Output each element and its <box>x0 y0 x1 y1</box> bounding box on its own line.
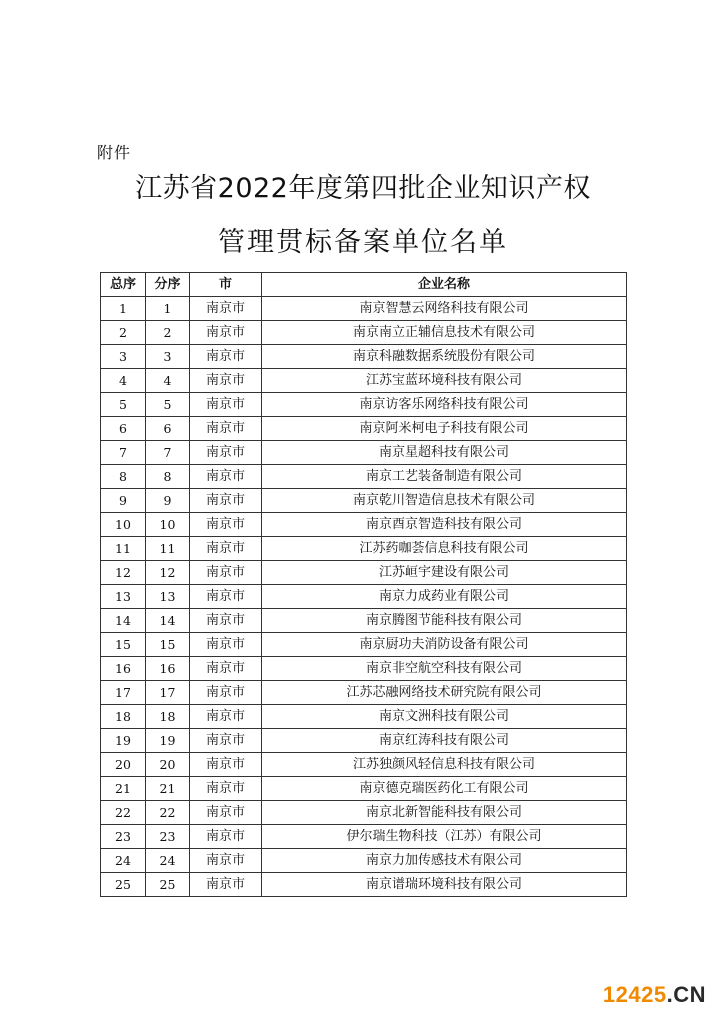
cell-company-name: 南京力加传感技术有限公司 <box>262 849 627 873</box>
cell-company-name: 南京厨功夫消防设备有限公司 <box>262 633 627 657</box>
cell-total-seq: 16 <box>101 657 146 681</box>
cell-company-name: 南京阿米柯电子科技有限公司 <box>262 417 627 441</box>
cell-company-name: 江苏峘宇建设有限公司 <box>262 561 627 585</box>
table-row <box>101 609 627 633</box>
cell-company-name: 南京智慧云网络科技有限公司 <box>262 297 627 321</box>
cell-city: 南京市 <box>190 729 262 753</box>
cell-company-name: 南京力成药业有限公司 <box>262 585 627 609</box>
cell-company-name: 南京工艺装备制造有限公司 <box>262 465 627 489</box>
cell-total-seq: 5 <box>101 393 146 417</box>
table-row <box>101 633 627 657</box>
cell-sub-seq: 19 <box>146 729 190 753</box>
cell-sub-seq: 21 <box>146 777 190 801</box>
table-row <box>101 393 627 417</box>
cell-total-seq: 2 <box>101 321 146 345</box>
site-watermark <box>603 982 706 1008</box>
table-row <box>101 345 627 369</box>
table-body <box>101 297 627 897</box>
cell-company-name: 伊尔瑞生物科技（江苏）有限公司 <box>262 825 627 849</box>
cell-company-name: 南京北新智能科技有限公司 <box>262 801 627 825</box>
cell-total-seq: 11 <box>101 537 146 561</box>
cell-sub-seq: 13 <box>146 585 190 609</box>
cell-city: 南京市 <box>190 609 262 633</box>
cell-company-name: 南京酉京智造科技有限公司 <box>262 513 627 537</box>
cell-sub-seq: 22 <box>146 801 190 825</box>
cell-sub-seq: 2 <box>146 321 190 345</box>
cell-sub-seq: 1 <box>146 297 190 321</box>
cell-total-seq: 10 <box>101 513 146 537</box>
cell-total-seq: 9 <box>101 489 146 513</box>
header-sub-seq: 分序 <box>146 273 190 297</box>
cell-sub-seq: 8 <box>146 465 190 489</box>
table-row <box>101 777 627 801</box>
cell-city: 南京市 <box>190 561 262 585</box>
cell-city: 南京市 <box>190 801 262 825</box>
cell-total-seq: 7 <box>101 441 146 465</box>
cell-company-name: 南京德克瑞医药化工有限公司 <box>262 777 627 801</box>
cell-city: 南京市 <box>190 441 262 465</box>
cell-city: 南京市 <box>190 489 262 513</box>
cell-total-seq: 1 <box>101 297 146 321</box>
table-row <box>101 297 627 321</box>
cell-sub-seq: 15 <box>146 633 190 657</box>
cell-total-seq: 20 <box>101 753 146 777</box>
cell-company-name: 南京文洲科技有限公司 <box>262 705 627 729</box>
cell-total-seq: 6 <box>101 417 146 441</box>
cell-sub-seq: 17 <box>146 681 190 705</box>
cell-sub-seq: 3 <box>146 345 190 369</box>
table-row <box>101 681 627 705</box>
cell-city: 南京市 <box>190 321 262 345</box>
company-roster-table <box>100 272 627 897</box>
table-row <box>101 753 627 777</box>
cell-company-name: 南京访客乐网络科技有限公司 <box>262 393 627 417</box>
document-title-line1: 江苏省2022年度第四批企业知识产权 <box>135 173 591 204</box>
cell-total-seq: 3 <box>101 345 146 369</box>
cell-total-seq: 4 <box>101 369 146 393</box>
cell-total-seq: 19 <box>101 729 146 753</box>
attachment-label: 附件 <box>97 143 132 162</box>
cell-company-name: 南京科融数据系统股份有限公司 <box>262 345 627 369</box>
table-row <box>101 729 627 753</box>
cell-sub-seq: 5 <box>146 393 190 417</box>
cell-sub-seq: 23 <box>146 825 190 849</box>
cell-company-name: 南京红涛科技有限公司 <box>262 729 627 753</box>
cell-sub-seq: 7 <box>146 441 190 465</box>
header-total-seq: 总序 <box>101 273 146 297</box>
header-city: 市 <box>190 273 262 297</box>
cell-city: 南京市 <box>190 753 262 777</box>
cell-city: 南京市 <box>190 369 262 393</box>
cell-city: 南京市 <box>190 297 262 321</box>
table-row <box>101 441 627 465</box>
watermark-domain: .CN <box>666 982 706 1007</box>
table-row <box>101 561 627 585</box>
cell-city: 南京市 <box>190 705 262 729</box>
header-company-name: 企业名称 <box>262 273 627 297</box>
cell-total-seq: 12 <box>101 561 146 585</box>
cell-total-seq: 15 <box>101 633 146 657</box>
cell-city: 南京市 <box>190 513 262 537</box>
cell-sub-seq: 16 <box>146 657 190 681</box>
cell-city: 南京市 <box>190 825 262 849</box>
cell-city: 南京市 <box>190 849 262 873</box>
cell-company-name: 南京星超科技有限公司 <box>262 441 627 465</box>
cell-sub-seq: 4 <box>146 369 190 393</box>
cell-city: 南京市 <box>190 657 262 681</box>
table-row <box>101 585 627 609</box>
cell-company-name: 江苏独颜风轻信息科技有限公司 <box>262 753 627 777</box>
cell-sub-seq: 9 <box>146 489 190 513</box>
cell-city: 南京市 <box>190 345 262 369</box>
cell-total-seq: 17 <box>101 681 146 705</box>
cell-total-seq: 8 <box>101 465 146 489</box>
cell-sub-seq: 10 <box>146 513 190 537</box>
cell-sub-seq: 20 <box>146 753 190 777</box>
table-row <box>101 705 627 729</box>
table-row <box>101 825 627 849</box>
table-row <box>101 321 627 345</box>
cell-city: 南京市 <box>190 417 262 441</box>
cell-city: 南京市 <box>190 633 262 657</box>
cell-total-seq: 25 <box>101 873 146 897</box>
cell-company-name: 南京谱瑞环境科技有限公司 <box>262 873 627 897</box>
table-row <box>101 657 627 681</box>
cell-city: 南京市 <box>190 681 262 705</box>
cell-sub-seq: 24 <box>146 849 190 873</box>
table-row <box>101 417 627 441</box>
table-row <box>101 489 627 513</box>
table-row <box>101 465 627 489</box>
cell-city: 南京市 <box>190 873 262 897</box>
cell-total-seq: 23 <box>101 825 146 849</box>
document-title-line2: 管理贯标备案单位名单 <box>218 227 508 258</box>
cell-city: 南京市 <box>190 537 262 561</box>
cell-city: 南京市 <box>190 465 262 489</box>
cell-company-name: 江苏芯融网络技术研究院有限公司 <box>262 681 627 705</box>
table-row <box>101 801 627 825</box>
cell-city: 南京市 <box>190 393 262 417</box>
cell-sub-seq: 6 <box>146 417 190 441</box>
table-row <box>101 537 627 561</box>
cell-sub-seq: 14 <box>146 609 190 633</box>
cell-company-name: 南京腾图节能科技有限公司 <box>262 609 627 633</box>
cell-city: 南京市 <box>190 585 262 609</box>
table-row <box>101 513 627 537</box>
cell-city: 南京市 <box>190 777 262 801</box>
cell-sub-seq: 11 <box>146 537 190 561</box>
cell-total-seq: 13 <box>101 585 146 609</box>
cell-sub-seq: 18 <box>146 705 190 729</box>
watermark-number: 12425 <box>602 982 667 1007</box>
cell-company-name: 南京非空航空科技有限公司 <box>262 657 627 681</box>
cell-total-seq: 14 <box>101 609 146 633</box>
cell-total-seq: 21 <box>101 777 146 801</box>
cell-company-name: 南京乾川智造信息技术有限公司 <box>262 489 627 513</box>
cell-company-name: 江苏宝蓝环境科技有限公司 <box>262 369 627 393</box>
table-header-row <box>101 273 627 297</box>
table-row <box>101 369 627 393</box>
cell-total-seq: 18 <box>101 705 146 729</box>
cell-company-name: 南京南立正辅信息技术有限公司 <box>262 321 627 345</box>
table-row <box>101 873 627 897</box>
cell-total-seq: 22 <box>101 801 146 825</box>
table-row <box>101 849 627 873</box>
cell-sub-seq: 25 <box>146 873 190 897</box>
cell-company-name: 江苏药咖荟信息科技有限公司 <box>262 537 627 561</box>
cell-total-seq: 24 <box>101 849 146 873</box>
cell-sub-seq: 12 <box>146 561 190 585</box>
